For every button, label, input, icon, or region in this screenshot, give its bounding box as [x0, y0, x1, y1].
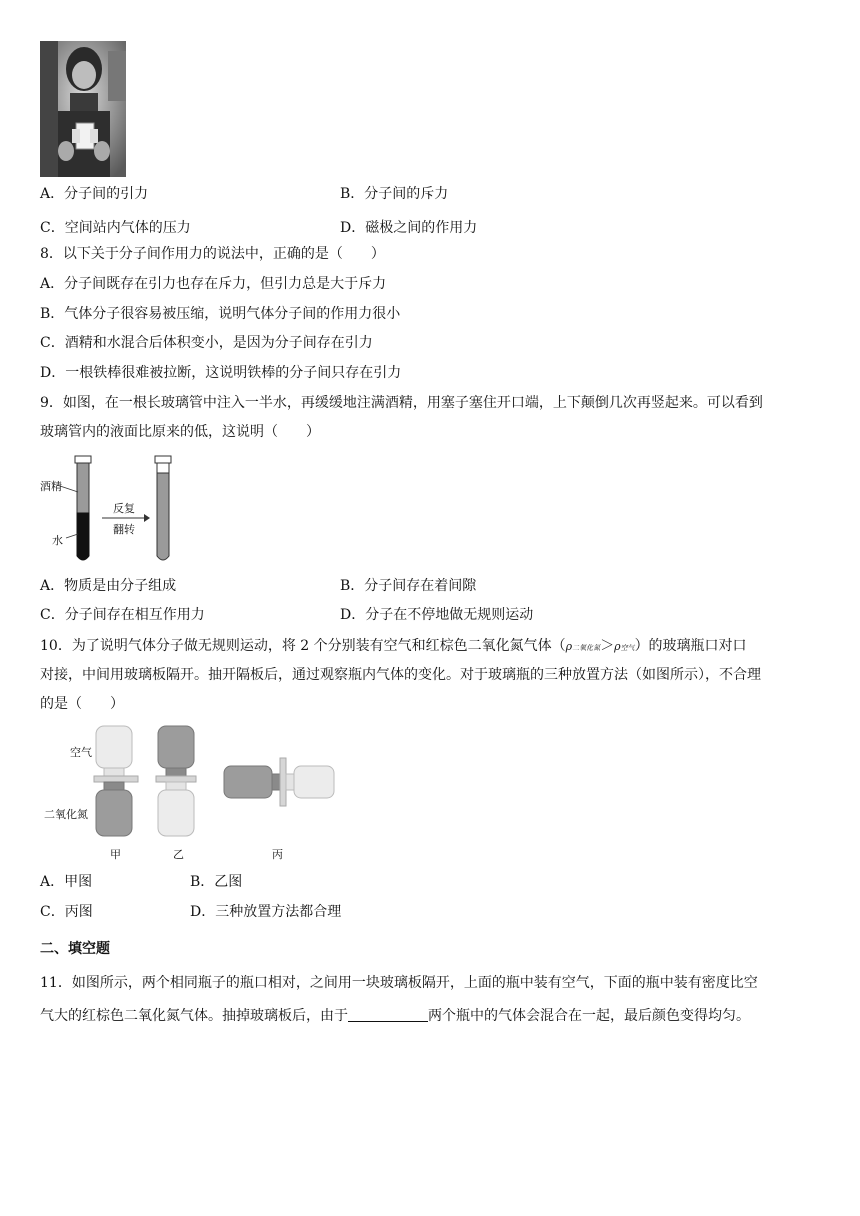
q9-stem-line1: 9．如图，在一根长玻璃管中注入一半水，再缓缓地注满酒精，用塞子塞住开口端，上下颠倒几次再竖起来。可以看到 [40, 395, 763, 411]
q11-line2-a: 气大的红棕色二氧化氮气体。抽掉玻璃板后，由于 [40, 1008, 348, 1024]
q7-option-c: C．空间站内气体的压力 [40, 220, 191, 236]
water-label: 水 [52, 534, 63, 547]
rho-sub-no2: 二氧化氮 [572, 644, 601, 652]
q9-option-a: A．物质是由分子组成 [40, 578, 177, 594]
q11-line1: 11．如图所示，两个相同瓶子的瓶口相对，之间用一块玻璃板隔开，上面的瓶中装有空气，下面的瓶中装有密度比空 [40, 975, 758, 991]
rho-symbol-2: ρ [614, 640, 621, 653]
arrow-label-bottom: 翻转 [113, 523, 135, 536]
label-jia: 甲 [110, 848, 121, 861]
q8-stem: 8．以下关于分子间作用力的说法中，正确的是（ ） [40, 246, 385, 262]
q8-option-c: C．酒精和水混合后体积变小，是因为分子间存在引力 [40, 335, 373, 351]
q10-stem-line1-a: 10．为了说明气体分子做无规则运动，将 2 个分别装有空气和红棕色二氧化氮气体（ [40, 638, 566, 654]
no2-label: 二氧化氮 [44, 808, 88, 821]
q10-option-b: B．乙图 [190, 874, 243, 890]
q10-stem-line2: 对接，中间用玻璃板隔开。抽开隔板后，通过观察瓶内气体的变化。对于玻璃瓶的三种放置方法（如图所示），不合理 [40, 667, 761, 683]
q11-line2-b: 两个瓶中的气体会混合在一起，最后颜色变得均匀。 [428, 1008, 750, 1024]
q11-line2 [40, 1006, 750, 1026]
q10-stem-line1-b: ）的玻璃瓶口对口 [634, 638, 747, 654]
q9-option-d: D．分子在不停地做无规则运动 [340, 607, 534, 623]
rho-sub-air: 空气 [620, 644, 635, 652]
air-label: 空气 [70, 746, 92, 759]
alcohol-label: 酒精 [40, 480, 62, 493]
q9-tube-figure [40, 452, 200, 568]
q8-option-d: D．一根铁棒很难被拉断，这说明铁棒的分子间只存在引力 [40, 365, 402, 381]
section-title-fill-in: 二、填空题 [40, 941, 110, 957]
label-yi: 乙 [173, 848, 184, 861]
q10-stem-line1 [40, 636, 747, 658]
q9-option-b: B．分子间存在着间隙 [340, 578, 477, 594]
q8-option-b: B．气体分子很容易被压缩，说明气体分子间的作用力很小 [40, 306, 401, 322]
q7-option-a: A．分子间的引力 [40, 186, 149, 202]
label-bing: 丙 [272, 848, 283, 861]
greater-than: ＞ [600, 638, 615, 654]
rho-symbol: ρ [565, 640, 573, 653]
q10-option-c: C．丙图 [40, 904, 93, 920]
q8-option-a: A．分子间既存在引力也存在斥力，但引力总是大于斥力 [40, 276, 387, 292]
astronaut-photo [40, 41, 126, 177]
q10-stem-line3: 的是（ ） [40, 696, 124, 712]
q10-option-d: D．三种放置方法都合理 [190, 904, 342, 920]
q10-bottle-figure [40, 722, 340, 862]
q7-option-b: B．分子间的斥力 [340, 186, 449, 202]
q9-stem-line2: 玻璃管内的液面比原来的低，这说明（ ） [40, 424, 320, 440]
answer-blank[interactable] [348, 1007, 428, 1022]
bottle-diagram [40, 722, 340, 862]
q7-option-d: D．磁极之间的作用力 [340, 220, 478, 236]
q9-option-c: C．分子间存在相互作用力 [40, 607, 205, 623]
q10-option-a: A．甲图 [40, 874, 93, 890]
arrow-label-top: 反复 [113, 502, 135, 515]
